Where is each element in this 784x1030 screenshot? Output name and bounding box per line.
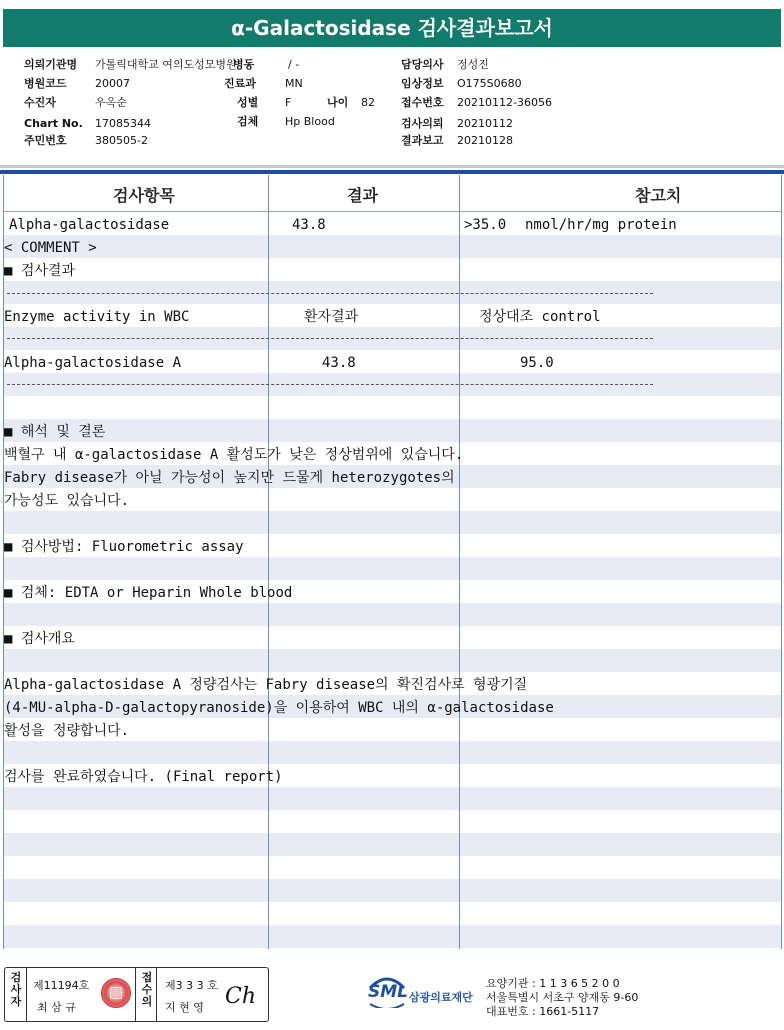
- row-stripe: [3, 649, 782, 672]
- chart-no-value: 17085344: [95, 117, 151, 130]
- column-line: [459, 175, 460, 949]
- institution-code: 요양기관 : 1 1 3 6 5 2 0 0: [486, 977, 620, 990]
- institution-value: 가톨릭대학교 여의도성모병원: [95, 58, 237, 71]
- col-header-result: 결과: [347, 186, 378, 205]
- method-line: ■ 검사방법: Fluorometric assay: [4, 539, 244, 555]
- interpretation-line: Fabry disease가 아닐 가능성이 높지만 드물게 heterozygotes의: [4, 470, 455, 486]
- age-label: 나이: [327, 96, 349, 109]
- row-control-value: 95.0: [520, 355, 554, 371]
- dashed-rule: [7, 384, 653, 385]
- column-line: [3, 175, 4, 949]
- clinical-label: 임상정보: [401, 77, 444, 90]
- rrn-value: 380505-2: [95, 134, 148, 147]
- verifier-license: 제3 3 3 호: [165, 979, 218, 992]
- row-stripe: [3, 511, 782, 534]
- row-stripe: [3, 603, 782, 626]
- receipt-value: 20210112-36056: [457, 96, 552, 109]
- row-stripe: [3, 833, 782, 856]
- row-stripe: [3, 925, 782, 948]
- doctor-value: 정성진: [457, 58, 489, 71]
- verifier-label: 접수의: [141, 971, 153, 1008]
- rrn-label: 주민번호: [24, 134, 67, 147]
- test-unit: nmol/hr/mg protein: [525, 217, 677, 233]
- dept-label: 진료과: [224, 77, 256, 90]
- final-report-line: 검사를 완료하였습니다. (Final report): [4, 769, 283, 785]
- table-top-rule: [0, 170, 784, 174]
- sex-label: 성별: [237, 96, 259, 109]
- footer: [0, 962, 784, 1030]
- clinical-value: O175S0680: [457, 77, 522, 90]
- signature-mark: Ch: [225, 984, 257, 1009]
- row-enzyme-name: Alpha-galactosidase A: [4, 355, 182, 371]
- ward-value: / -: [288, 58, 300, 71]
- dashed-rule: [7, 338, 653, 339]
- header-divider: [0, 165, 784, 168]
- specimen-label: 검체: [237, 115, 259, 128]
- report-date-value: 20210128: [457, 134, 513, 147]
- test-reference: >35.0: [464, 217, 507, 233]
- row-stripe: [3, 557, 782, 580]
- row-stripe: [3, 787, 782, 810]
- company-phone: 대표번호 : 1661-5117: [486, 1005, 600, 1018]
- examiner-label-cell: [5, 968, 27, 1021]
- receipt-label: 접수번호: [401, 96, 444, 109]
- row-patient-value: 43.8: [322, 355, 356, 371]
- row-stripe: [3, 879, 782, 902]
- row-stripe: [3, 235, 782, 258]
- chart-no-label: Chart No.: [24, 117, 83, 130]
- institution-label: 의뢰기관명: [24, 58, 78, 71]
- control-col: 정상대조 control: [479, 309, 601, 325]
- company-address: 서울특별시 서초구 양재동 9-60: [486, 991, 639, 1004]
- test-name: Alpha-galactosidase: [9, 217, 170, 233]
- request-date-value: 20210112: [457, 117, 513, 130]
- interpretation-line: 백혈구 내 α-galactosidase A 활성도가 낮은 정상범위에 있습니다.: [4, 447, 464, 463]
- results-table: [3, 175, 782, 949]
- overview-line: Alpha-galactosidase A 정량검사는 Fabry disease의 확진검사로 형광기질: [4, 677, 528, 693]
- dashed-rule: [7, 293, 653, 294]
- column-line: [781, 175, 782, 949]
- hospital-code-value: 20007: [95, 77, 130, 90]
- header-row-line: [3, 211, 782, 212]
- ward-label: 병동: [233, 58, 255, 71]
- verifier-label-cell: [135, 968, 157, 1021]
- specimen-line: ■ 검체: EDTA or Heparin Whole blood: [4, 585, 293, 601]
- patient-value: 우옥순: [95, 96, 127, 109]
- sml-logo-text: SML: [368, 982, 408, 1002]
- interpretation-heading: ■ 해석 및 결론: [4, 424, 106, 440]
- company-name: 삼광의료재단: [409, 991, 473, 1004]
- dept-value: MN: [285, 77, 303, 90]
- col-header-reference: 참고치: [635, 186, 682, 205]
- hospital-code-label: 병원코드: [24, 77, 67, 90]
- examiner-label: 검사자: [10, 971, 22, 1008]
- interpretation-line: 가능성도 있습니다.: [4, 493, 130, 509]
- signature-box: [4, 967, 269, 1022]
- row-stripe: [3, 419, 782, 442]
- row-stripe: [3, 741, 782, 764]
- verifier-name: 지 현 영: [165, 1001, 204, 1014]
- enzyme-label: Enzyme activity in WBC: [4, 309, 190, 325]
- overview-line: 활성을 정량합니다.: [4, 723, 130, 739]
- examiner-license: 제11194호: [33, 979, 90, 992]
- sex-value: F: [285, 96, 292, 109]
- patient-label: 수진자: [24, 96, 56, 109]
- request-date-label: 검사의뢰: [401, 117, 444, 130]
- report-title: α-Galactosidase 검사결과보고서: [3, 9, 781, 47]
- result-heading: ■ 검사결과: [4, 263, 75, 279]
- doctor-label: 담당의사: [401, 58, 444, 71]
- specimen-value: Hp Blood: [285, 115, 335, 128]
- report-date-label: 결과보고: [401, 134, 444, 147]
- column-line: [268, 175, 269, 949]
- age-value: 82: [361, 96, 375, 109]
- patient-result-col: 환자결과: [304, 309, 359, 325]
- comment-marker: < COMMENT >: [4, 240, 97, 256]
- examiner-name: 최 삼 규: [37, 1001, 76, 1014]
- overview-line: (4-MU-alpha-D-galactopyranoside)을 이용하여 WBC 내의 α-galactosidase: [4, 700, 554, 716]
- test-result: 43.8: [292, 217, 326, 233]
- examiner-seal: [101, 978, 131, 1008]
- overview-heading: ■ 검사개요: [4, 631, 75, 647]
- col-header-item: 검사항목: [113, 186, 175, 205]
